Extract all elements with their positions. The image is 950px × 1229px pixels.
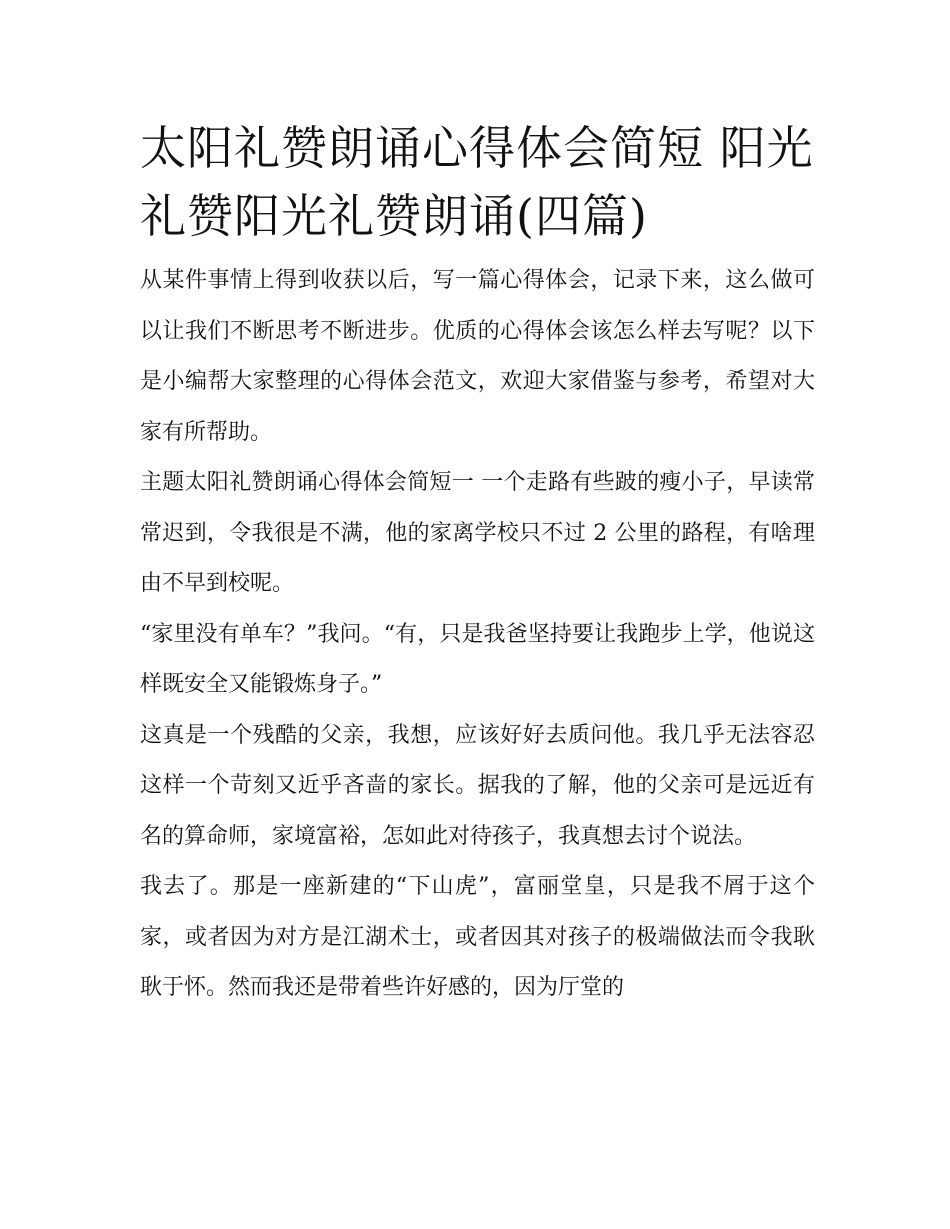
paragraph-visit: 我去了。那是一座新建的“下山虎”，富丽堂皇，只是我不屑于这个家，或者因为对方是江湖术士，或者因其对孩子的极端做法而令我耿耿于怀。然而我还是带着些许好感的，因为厅堂的 xyxy=(140,874,815,1000)
paragraph-topic-one: 主题太阳礼赞朗诵心得体会简短一 一个走路有些跛的瘦小子，早读常常迟到，令我很是不满，他的家离学校只不过 2 公里的路程，有啥理由不早到校呢。 xyxy=(140,470,815,596)
document-title: 太阳礼赞朗诵心得体会简短 阳光礼赞阳光礼赞朗诵(四篇) xyxy=(140,121,814,243)
paragraph-father: 这真是一个残酷的父亲，我想，应该好好去质问他。我几乎无法容忍这样一个苛刻又近乎吝啬的家长。据我的了解，他的父亲可是远近有名的算命师，家境富裕，怎如此对待孩子，我真想去讨个说法。 xyxy=(140,722,815,849)
paragraph-dialogue: “家里没有单车？”我问。“有，只是我爸坚持要让我跑步上学，他说这样既安全又能锻炼身子。” xyxy=(140,621,815,697)
document-page xyxy=(140,114,815,1014)
paragraph-intro: 从某件事情上得到收获以后，写一篇心得体会，记录下来，这么做可以让我们不断思考不断进步。优质的心得体会该怎么样去写呢？以下是小编帮大家整理的心得体会范文，欢迎大家借鉴与参考，希望对大家有所帮助。 xyxy=(140,268,815,445)
